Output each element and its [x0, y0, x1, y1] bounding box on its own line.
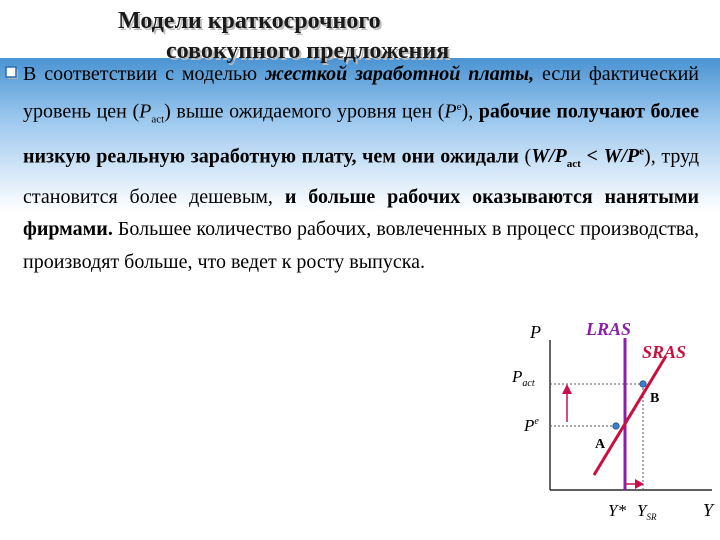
p-axis-label: P	[530, 322, 541, 342]
sras-label: SRAS	[642, 342, 687, 362]
lras-label: LRAS	[586, 319, 632, 339]
title-line-2: совокупного предложения	[166, 38, 450, 64]
body-paragraph: В соответствии с моделью жесткой заработной платы, если фактический уровень цен $(P_{act})$ выше ожидаемого уровня цен $(P^e)$, рабочие получают более низкую реальную заработную плату, чем они ожидали $(W/P_{act} < W/P^e)$, труд становится более дешевым, и больше рабочих оказываются нанятыми фирмами. Большее количество рабочих, вовлеченных в процесс производства, производят больше, что ведет к росту выпуска.	[23, 63, 700, 273]
sras-line	[594, 356, 666, 475]
point-a-label: A	[595, 437, 606, 452]
y-sr-label: $Y_{SR}$	[637, 501, 657, 522]
checkbox-bullet-icon	[5, 66, 19, 80]
point-b-label: B	[650, 391, 660, 406]
p-act-label: $P_{act}$	[512, 367, 535, 389]
price-increase-arrow	[562, 384, 572, 394]
point-b-marker	[640, 381, 646, 387]
y-star-label: Y*	[608, 501, 626, 520]
sras-lras-graph	[500, 318, 720, 540]
y-axis-label: Y	[703, 500, 714, 520]
point-a-marker	[613, 423, 619, 429]
p-e-label: $P^e$	[524, 416, 539, 435]
title-line-1: Модели краткосрочного	[118, 8, 381, 34]
